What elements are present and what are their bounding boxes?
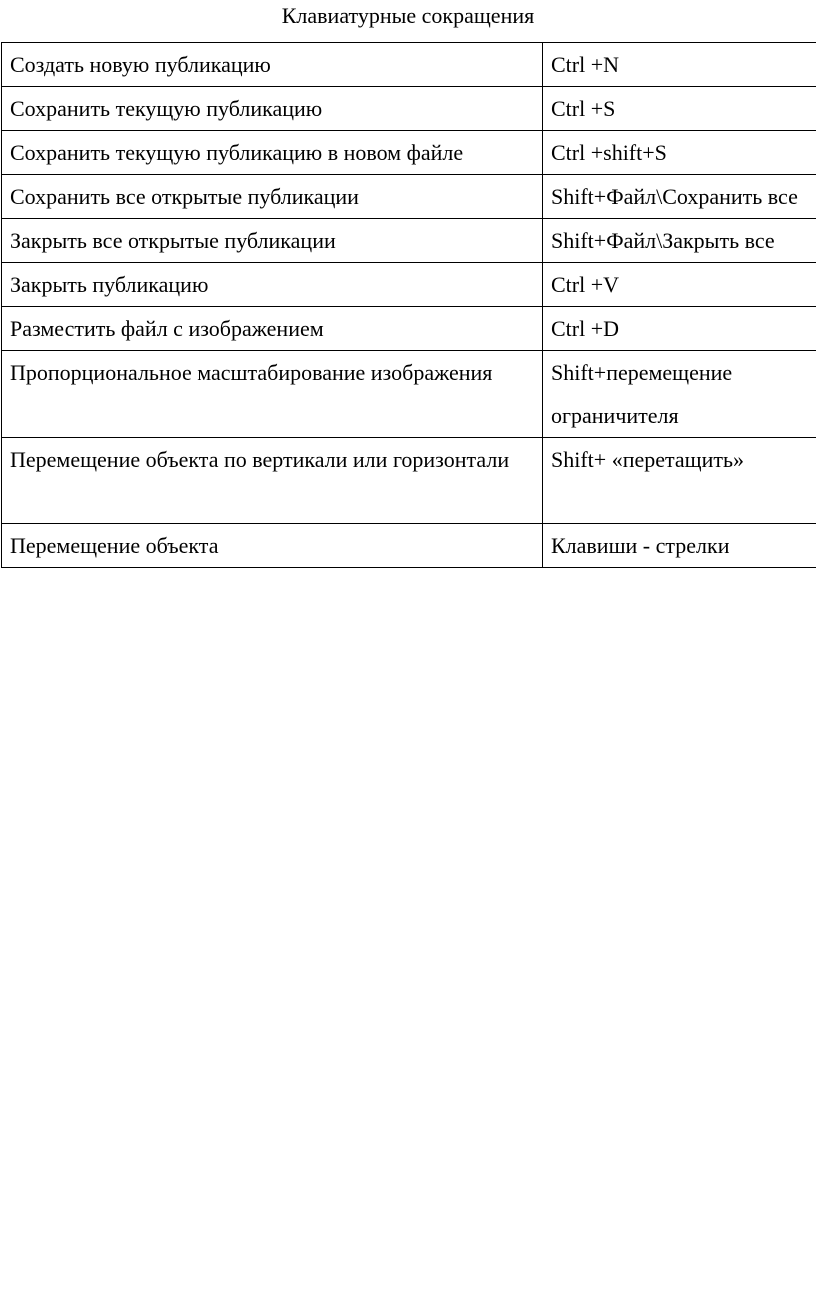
action-text: Сохранить текущую публикацию [10,96,323,121]
shortcuts-table [1,42,816,568]
shortcut-text: Shift+Файл\Закрыть все [551,228,775,253]
table-row [2,43,816,87]
shortcut-cell [543,438,816,524]
action-cell [2,87,543,131]
action-cell [2,131,543,175]
action-cell [2,43,543,87]
table-row [2,438,816,524]
shortcut-text: Ctrl +N [551,52,620,77]
action-text: Разместить файл с изображением [10,316,324,341]
action-cell [2,175,543,219]
table-row [2,131,816,175]
shortcut-cell [543,131,816,175]
shortcut-cell [543,175,816,219]
table-row [2,87,816,131]
action-text: Закрыть все открытые публикации [10,228,336,253]
action-text: Пропорциональное масштабирование изображения [10,360,493,385]
shortcut-cell [543,351,816,438]
table-row [2,263,816,307]
shortcut-text: Shift+Файл\Сохранить все [551,184,798,209]
document-title: Клавиатурные сокращения [281,3,535,28]
action-cell [2,307,543,351]
table-row [2,524,816,568]
shortcut-text: Ctrl +V [551,272,620,297]
table-row [2,175,816,219]
table-row [2,219,816,263]
shortcut-text: Ctrl +shift+S [551,140,667,165]
shortcut-text: Ctrl +D [551,316,620,341]
shortcut-cell [543,263,816,307]
action-cell [2,351,543,438]
table-row [2,307,816,351]
shortcut-cell [543,307,816,351]
shortcut-cell [543,219,816,263]
action-cell [2,263,543,307]
action-cell [2,524,543,568]
shortcut-text: Shift+перемещение ограничителя [551,360,733,428]
shortcut-text: Ctrl +S [551,96,616,121]
action-text: Закрыть публикацию [10,272,209,297]
shortcut-cell [543,87,816,131]
action-text: Сохранить все открытые публикации [10,184,359,209]
action-cell [2,438,543,524]
shortcut-text: Клавиши - стрелки [551,533,730,558]
action-text: Сохранить текущую публикацию в новом файле [10,140,464,165]
action-text: Создать новую публикацию [10,52,271,77]
shortcut-text: Shift+ «перетащить» [551,447,745,472]
action-cell [2,219,543,263]
shortcut-cell [543,524,816,568]
table-row [2,351,816,438]
action-text: Перемещение объекта [10,533,219,558]
action-text: Перемещение объекта по вертикали или горизонтали [10,447,510,472]
shortcut-cell [543,43,816,87]
